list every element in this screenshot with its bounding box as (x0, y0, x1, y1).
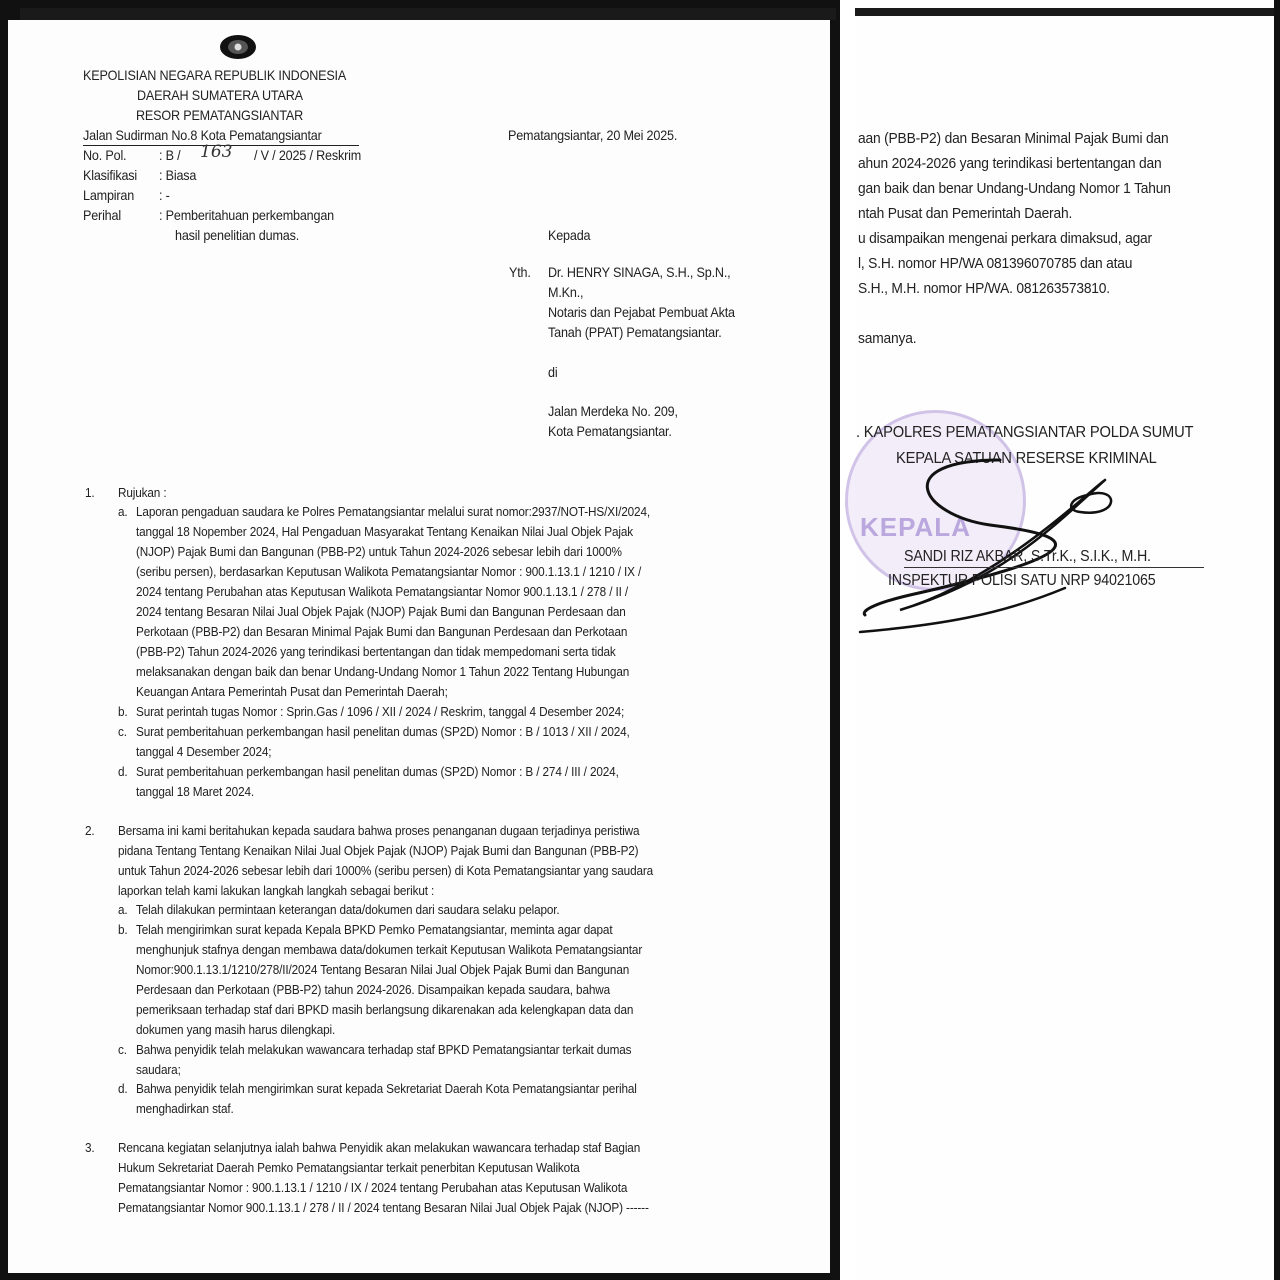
item-2c-line: saudara; (136, 1062, 181, 1077)
signatory-rank: INSPEKTUR POLISI SATU NRP 94021065 (888, 572, 1156, 589)
section-1-number: 1. (85, 485, 95, 500)
item-1b-line: Surat perintah tugas Nomor : Sprin.Gas / 1096 / XII / 2024 / Reskrim, tanggal 4 Desember 2024; (136, 704, 625, 719)
perihal-value-line-2: hasil penelitian dumas. (175, 227, 300, 243)
item-2d-label: d. (118, 1081, 128, 1096)
section-3-line: Rencana kegiatan selanjutnya ialah bahwa Penyidik akan melakukan wawancara terhadap staf Bagian (118, 1140, 641, 1155)
item-1a-line: (NJOP) Pajak Bumi dan Bangunan (PBB-P2) untuk Tahun 2024-2026 sebesar lebih dari 1000% (136, 544, 622, 559)
item-1a-line: melaksanakan dengan baik dan benar Undang-Undang Nomor 1 Tahun 2022 Tentang Hubungan (136, 664, 630, 679)
section-3-line: Hukum Sekretariat Daerah Pemko Pematangsiantar terkait penerbitan Keputusan Walikota (118, 1160, 580, 1175)
di-label: di (548, 364, 558, 380)
institution-address: Jalan Sudirman No.8 Kota Pematangsiantar (83, 127, 322, 143)
institution-line-3: RESOR PEMATANGSIANTAR (136, 107, 304, 123)
right-page-line: ahun 2024-2026 yang terindikasi bertentangan dan (858, 155, 1162, 172)
recipient-title-line-2: Tanah (PPAT) Pematangsiantar. (548, 324, 722, 340)
item-2a-label: a. (118, 902, 128, 917)
item-1a-line: Keuangan Antara Pemerintah Pusat dan Pemerintah Daerah; (136, 684, 448, 699)
right-page-line: ntah Pusat dan Pemerintah Daerah. (858, 205, 1073, 222)
item-2b-line: Telah mengirimkan surat kepada Kepala BPKD Pemko Pematangsiantar, meminta agar dapat (136, 922, 613, 937)
recipient-name-line-2: M.Kn., (548, 284, 584, 300)
section-2-line: laporkan telah kami lakukan langkah langkah sebagai berikut : (118, 883, 435, 898)
section-2-line: Bersama ini kami beritahukan kepada saudara bahwa proses penanganan dugaan terjadinya peristiwa (118, 823, 640, 838)
item-1a-line: Perkotaan (PBB-P2) dan Besaran Minimal Pajak Bumi dan Bangunan Perdesaan dan Perkotaan (136, 624, 628, 639)
number-value-prefix: : B / (159, 147, 181, 163)
item-1a-line: (PBB-P2) Tahun 2024-2026 yang terindikasi bertentangan dan tidak mempedomani serta tidak (136, 644, 616, 659)
item-2b-line: pemeriksaan terhadap staf dari BPKD masih berlangsung dikarenakan ada kelengkapan data dan (136, 1002, 634, 1017)
item-2b-line: menghunjuk stafnya dengan membawa data/dokumen terkait Keputusan Walikota Pematangsiantar (136, 942, 643, 957)
item-1c-line: tanggal 4 Desember 2024; (136, 744, 272, 759)
signatory-line-2: KEPALA SATUAN RESERSE KRIMINAL (896, 450, 1157, 467)
section-2-number: 2. (85, 823, 95, 838)
perihal-value-line-1: : Pemberitahuan perkembangan (159, 207, 334, 223)
klasifikasi-label: Klasifikasi (83, 167, 138, 183)
item-2b-line: dokumen yang masih harus dilengkapi. (136, 1022, 336, 1037)
section-2-line: pidana Tentang Tentang Kenaikan Nilai Jual Objek Pajak (NJOP) Pajak Bumi dan Bangunan (PBB-P2) (118, 843, 639, 858)
item-2b-label: b. (118, 922, 128, 937)
item-1d-label: d. (118, 764, 128, 779)
signatory-line-1: . KAPOLRES PEMATANGSIANTAR POLDA SUMUT (856, 424, 1194, 441)
right-top-shadow (855, 8, 1280, 16)
right-page-line: S.H., M.H. nomor HP/WA. 081263573810. (858, 280, 1110, 297)
left-top-shadow (20, 8, 836, 20)
klasifikasi-value: : Biasa (159, 167, 197, 183)
name-underline (904, 567, 1204, 568)
institution-line-1: KEPOLISIAN NEGARA REPUBLIK INDONESIA (83, 67, 347, 83)
item-1d-line: tanggal 18 Maret 2024. (136, 784, 255, 799)
lampiran-label: Lampiran (83, 187, 135, 203)
item-2b-line: Nomor:900.1.13.1/1210/278/II/2024 Tentang Besaran Nilai Jual Objek Pajak Bumi dan Bangunan (136, 962, 630, 977)
handwritten-number: 163 (200, 142, 233, 162)
item-1c-line: Surat pemberitahuan perkembangan hasil penelitan dumas (SP2D) Nomor : B / 1013 / XII / 2024, (136, 724, 630, 739)
item-2b-line: Perdesaan dan Perkotaan (PBB-P2) tahun 2024-2026. Disampaikan kepada saudara, bahwa (136, 982, 611, 997)
item-1c-label: c. (118, 724, 127, 739)
institution-line-2: DAERAH SUMATERA UTARA (137, 87, 303, 103)
stamp-text: KEPALA (860, 512, 971, 542)
item-1a-label: a. (118, 504, 128, 519)
item-2d-line: menghadirkan staf. (136, 1101, 234, 1116)
item-1a-line: (seribu persen), berdasarkan Keputusan Walikota Pematangsiantar Nomor : 900.1.13.1 / 1210 / IX / (136, 564, 642, 579)
right-edge-shadow (1274, 0, 1280, 1280)
number-value-suffix: / V / 2025 / Reskrim (254, 147, 362, 163)
item-1a-line: Laporan pengaduan saudara ke Polres Pematangsiantar melalui surat nomor:2937/NOT-HS/XI/2024, (136, 504, 650, 519)
recipient-title-line-1: Notaris dan Pejabat Pembuat Akta (548, 304, 735, 320)
yth-label: Yth. (509, 264, 531, 280)
item-1b-label: b. (118, 704, 128, 719)
right-page-line: aan (PBB-P2) dan Besaran Minimal Pajak Bumi dan (858, 130, 1169, 147)
signatory-name: SANDI RIZ AKBAR, S.Tr.K., S.I.K., M.H. (904, 548, 1151, 565)
police-emblem-icon (219, 34, 257, 65)
closing-text: samanya. (858, 330, 917, 347)
right-page-line: l, S.H. nomor HP/WA 081396070785 dan atau (858, 255, 1133, 272)
section-3-number: 3. (85, 1140, 95, 1155)
item-1d-line: Surat pemberitahuan perkembangan hasil penelitan dumas (SP2D) Nomor : B / 274 / III / 2024, (136, 764, 619, 779)
section-3-line: Pematangsiantar Nomor : 900.1.13.1 / 1210 / IX / 2024 tentang Perubahan atas Keputusan Walikota (118, 1180, 628, 1195)
item-1a-line: tanggal 18 Nopember 2024, Hal Pengaduan Masyarakat Tentang Kenaikan Nilai Jual Objek Pajak (136, 524, 634, 539)
perihal-label: Perihal (83, 207, 121, 223)
recipient-address-line-1: Jalan Merdeka No. 209, (548, 403, 678, 419)
kepada-label: Kepada (548, 227, 591, 243)
number-label: No. Pol. (83, 147, 127, 163)
item-2c-line: Bahwa penyidik telah melakukan wawancara terhadap staf BPKD Pematangsiantar terkait dumas (136, 1042, 632, 1057)
lampiran-value: : - (159, 187, 170, 203)
item-2c-label: c. (118, 1042, 127, 1057)
item-1a-line: 2024 tentang Besaran Nilai Jual Objek Pajak (NJOP) Pajak Bumi dan Bangunan Perdesaan dan (136, 604, 626, 619)
recipient-name-line-1: Dr. HENRY SINAGA, S.H., Sp.N., (548, 264, 731, 280)
right-page-line: gan baik dan benar Undang-Undang Nomor 1 Tahun (858, 180, 1171, 197)
right-page-line: u disampaikan mengenai perkara dimaksud, agar (858, 230, 1152, 247)
place-date: Pematangsiantar, 20 Mei 2025. (508, 127, 678, 143)
rujukan-heading: Rujukan : (118, 485, 167, 500)
item-2a-line: Telah dilakukan permintaan keterangan data/dokumen dari saudara selaku pelapor. (136, 902, 560, 917)
recipient-address-line-2: Kota Pematangsiantar. (548, 423, 672, 439)
section-2-line: untuk Tahun 2024-2026 sebesar lebih dari 1000% (seribu persen) di Kota Pematangsiantar yang saudara (118, 863, 654, 878)
section-3-line: Pematangsiantar Nomor 900.1.13.1 / 278 / II / 2024 tentang Besaran Nilai Jual Objek Pajak (NJOP) ------ (118, 1200, 649, 1215)
item-2d-line: Bahwa penyidik telah mengirimkan surat kepada Sekretariat Daerah Kota Pematangsiantar perihal (136, 1081, 637, 1096)
item-1a-line: 2024 tentang Perubahan atas Keputusan Walikota Pematangsiantar Nomor 900.1.13.1 / 278 / II / (136, 584, 628, 599)
